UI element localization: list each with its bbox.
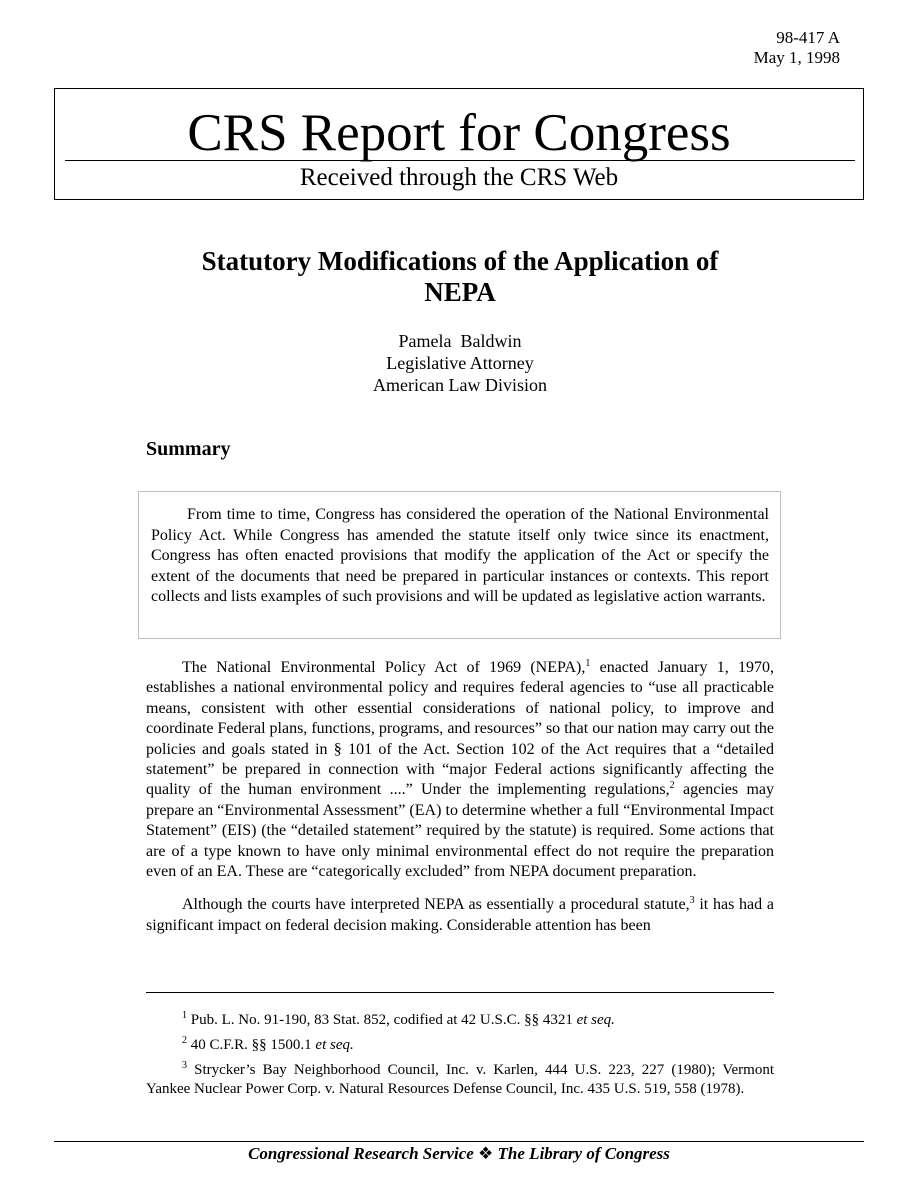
footnote-2	[146, 1036, 774, 1055]
report-number: 98-417 A	[776, 28, 840, 47]
crs-banner	[54, 88, 864, 200]
p2-text-a: Although the courts have interpreted NEPA as essentially a procedural statute,	[182, 896, 690, 914]
body-paragraph-2	[146, 895, 774, 936]
footnote-2-text: 40 C.F.R. §§ 1500.1	[190, 1037, 316, 1053]
footnote-divider	[146, 992, 774, 993]
footer-divider	[54, 1141, 864, 1142]
footnote-1	[146, 1011, 774, 1030]
body-paragraph-1	[146, 658, 774, 882]
p2-text-b: it has had a significant impact on federal decision making. Considerable attention has been	[146, 896, 775, 934]
title-line-1: Statutory Modifications of the Application of	[201, 246, 719, 276]
footnote-2-italic: et seq.	[315, 1037, 354, 1053]
banner-divider	[65, 160, 855, 161]
p1-text-b: enacted January 1, 1970, establishes a national environmental policy and requires federal agencies to “use all practicable means, consistent with other essential considerations of national policy, to improve and coordinate Federal plans, functions, programs, and resources” so that our nation may carry out the policies and goals stated in § 101 of the Act. Section 102 of the Act requires that a “detailed statement” be prepared in connection with “major Federal actions significantly affecting the quality of the human environment ....” Under the implementing regulations,	[146, 659, 774, 799]
title-line-2: NEPA	[424, 277, 496, 307]
p1-text-c: agencies may prepare an “Environmental Assessment” (EA) to determine whether a full “Environmental Impact Statement” (EIS) (the “detailed statement” required by the statute) is required. Some actions that are of a type known to have only minimal environmental effect do not require the preparation even of an EA. These are “categorically excluded” from NEPA document preparation.	[146, 781, 775, 881]
footer-library: The Library of Congress	[497, 1144, 670, 1163]
summary-box	[138, 491, 781, 639]
author-title: Legislative Attorney	[386, 353, 534, 373]
footer-crs: Congressional Research Service	[248, 1144, 474, 1163]
author-division: American Law Division	[373, 375, 547, 395]
footnotes	[146, 1011, 774, 1105]
footnote-3-text: Strycker’s Bay Neighborhood Council, Inc. v. Karlen, 444 U.S. 223, 227 (1980); Vermont Yankee Nuclear Power Corp. v. Natural Resources Defense Council, Inc. 435 U.S. 519, 558 (1978).	[146, 1062, 774, 1097]
footnote-1-italic: et seq.	[576, 1012, 615, 1028]
footnote-ref-2: 2	[669, 780, 675, 792]
document-title	[146, 246, 774, 308]
footnote-1-text: Pub. L. No. 91-190, 83 Stat. 852, codified at 42 U.S.C. §§ 4321	[190, 1012, 577, 1028]
footnote-ref-1: 1	[585, 658, 591, 669]
page-footer	[54, 1144, 864, 1164]
banner-subtitle: Received through the CRS Web	[299, 164, 619, 191]
footnote-1-number: 1	[182, 1010, 187, 1021]
author-block	[146, 330, 774, 396]
body-text	[146, 658, 774, 949]
report-date: May 1, 1998	[753, 48, 840, 67]
diamond-separator-icon: ❖	[478, 1144, 494, 1163]
summary-heading: Summary	[146, 438, 231, 460]
author-name: Pamela Baldwin	[398, 331, 522, 351]
report-number-block	[754, 28, 840, 68]
banner-title: CRS Report for Congress	[187, 104, 731, 162]
footnote-3-number: 3	[182, 1060, 187, 1071]
summary-text: From time to time, Congress has considered the operation of the National Environmental Policy Act. While Congress has amended the statute itself only twice since its enactment, Congress has often enacted provisions that modify the application of the Act or specify the extent of the documents that need be prepared in particular instances or contexts. This report collects and lists examples of such provisions and will be updated as legislative action warrants.	[151, 506, 769, 605]
footnote-ref-3: 3	[689, 895, 695, 907]
p1-text-a: The National Environmental Policy Act of 1969 (NEPA),	[182, 659, 586, 676]
footnote-3	[146, 1061, 774, 1099]
footnote-2-number: 2	[182, 1035, 187, 1046]
